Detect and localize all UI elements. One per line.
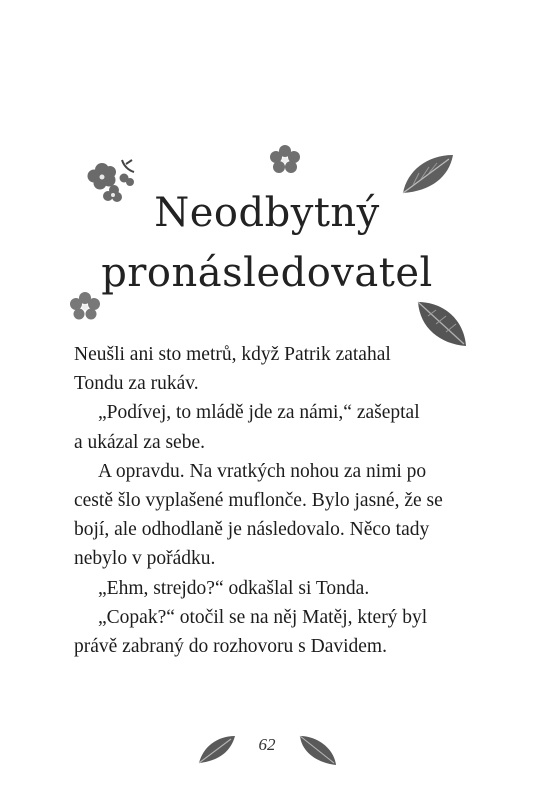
text-line: a ukázal za sebe. bbox=[74, 431, 205, 453]
text-line: „Ehm, strejdo?“ odkašlal si Tonda. bbox=[98, 577, 370, 599]
page-number: 62 bbox=[258, 735, 276, 754]
chapter-body bbox=[74, 340, 474, 661]
text-line: cestě šlo vyplašené muflonče. Bylo jasné, že se bbox=[74, 490, 443, 512]
text-line: právě zabraný do rozhovoru s Davidem. bbox=[74, 636, 387, 658]
text-line: nebylo v pořádku. bbox=[74, 548, 216, 570]
chapter-title-line-1: Neodbytný bbox=[154, 190, 380, 236]
text-line: Tondu za rukáv. bbox=[74, 373, 199, 395]
text-line: „Copak?“ otočil se na něj Matěj, který byl bbox=[98, 606, 428, 628]
text-line: A opravdu. Na vratkých nohou za nimi po bbox=[98, 460, 427, 482]
text-line: Neušli ani sto metrů, když Patrik zatahal bbox=[74, 344, 391, 365]
chapter-title-line-2: pronásledovatel bbox=[101, 250, 433, 296]
text-line: bojí, ale odhodlaně je následovalo. Něco tady bbox=[74, 519, 430, 541]
text-line: „Podívej, to mládě jde za námi,“ zašeptal bbox=[98, 402, 420, 424]
flower-icon bbox=[268, 143, 302, 175]
